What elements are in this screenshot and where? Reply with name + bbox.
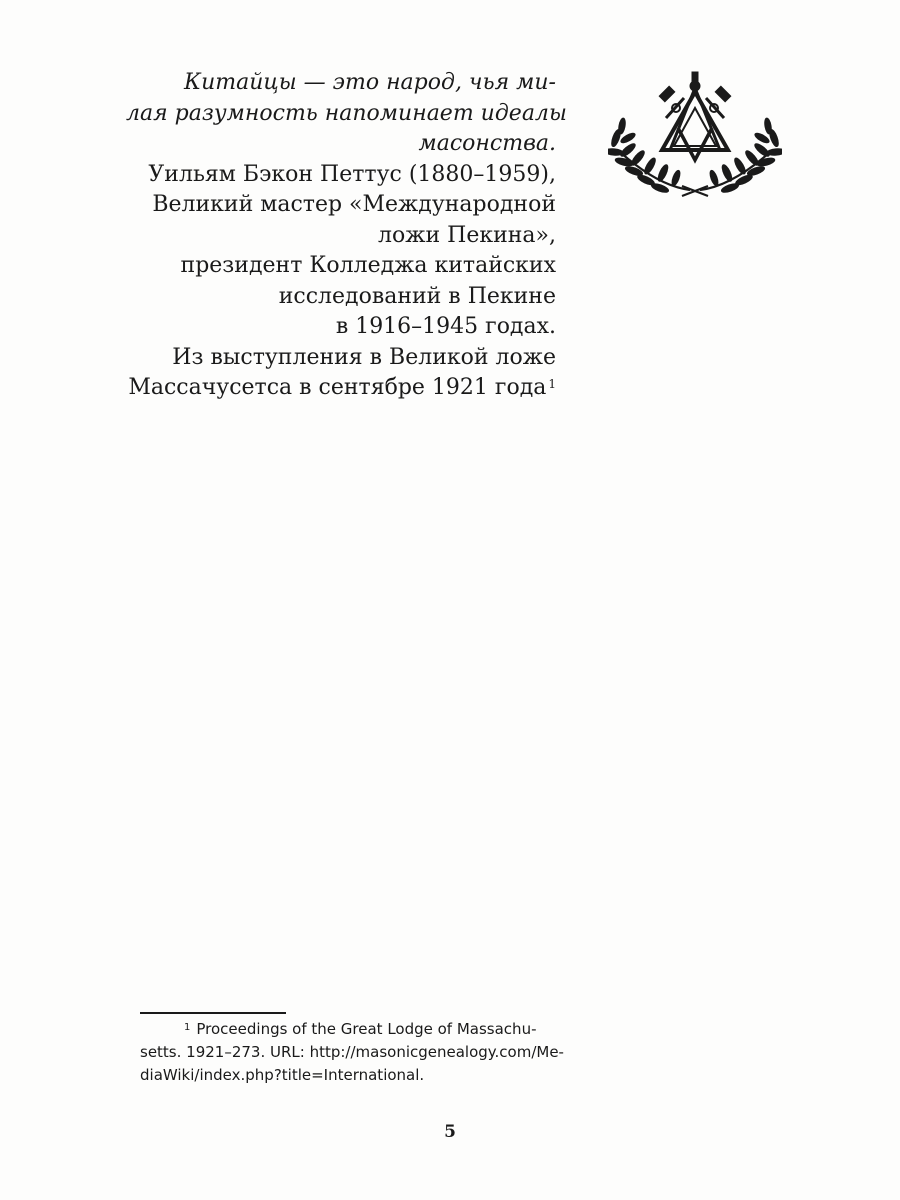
footnote-text: Proceedings of the Great Lodge of Massachu- [196, 1020, 537, 1038]
epigraph-attribution-line: Уильям Бэкон Петтус (1880–1959), [148, 161, 556, 187]
footnote-number: 1 [184, 1022, 191, 1033]
footnote-separator [140, 1012, 286, 1014]
epigraph-attribution-line: Великий мастер «Международной [152, 192, 556, 217]
square-and-compasses-icon [662, 72, 728, 160]
epigraph-attribution-last-line [126, 373, 556, 404]
footnote-line[interactable]: diaWiki/index.php?title=International. [140, 1066, 425, 1084]
epigraph-quote-line: Китайцы — это народ, чья ми- [184, 70, 556, 95]
masonic-emblem-icon [608, 68, 782, 204]
footnote [140, 1018, 564, 1087]
epigraph-attribution-line: Из выступления в Великой ложе [172, 344, 556, 370]
footnote-reference[interactable]: 1 [548, 377, 556, 391]
epigraph-quote-line: масонства. [418, 131, 556, 156]
epigraph-quote-line: лая разумность напоминает идеалы [126, 100, 567, 126]
epigraph-attribution-line: исследований в Пекине [278, 283, 556, 309]
footnote-line[interactable]: setts. 1921–273. URL: http://masonicgenealogy.com/Me- [140, 1043, 564, 1061]
epigraph-attribution-line: президент Колледжа китайских [180, 253, 556, 278]
epigraph-attribution-line: ложи Пекина», [378, 222, 556, 248]
epigraph [126, 68, 567, 404]
footnote-line [140, 1018, 560, 1041]
page-number: 5 [444, 1122, 456, 1142]
epigraph-attribution-line: в 1916–1945 годах. [335, 314, 556, 339]
epigraph-attribution-line: Массачусетса в сентябре 1921 года [128, 375, 547, 400]
